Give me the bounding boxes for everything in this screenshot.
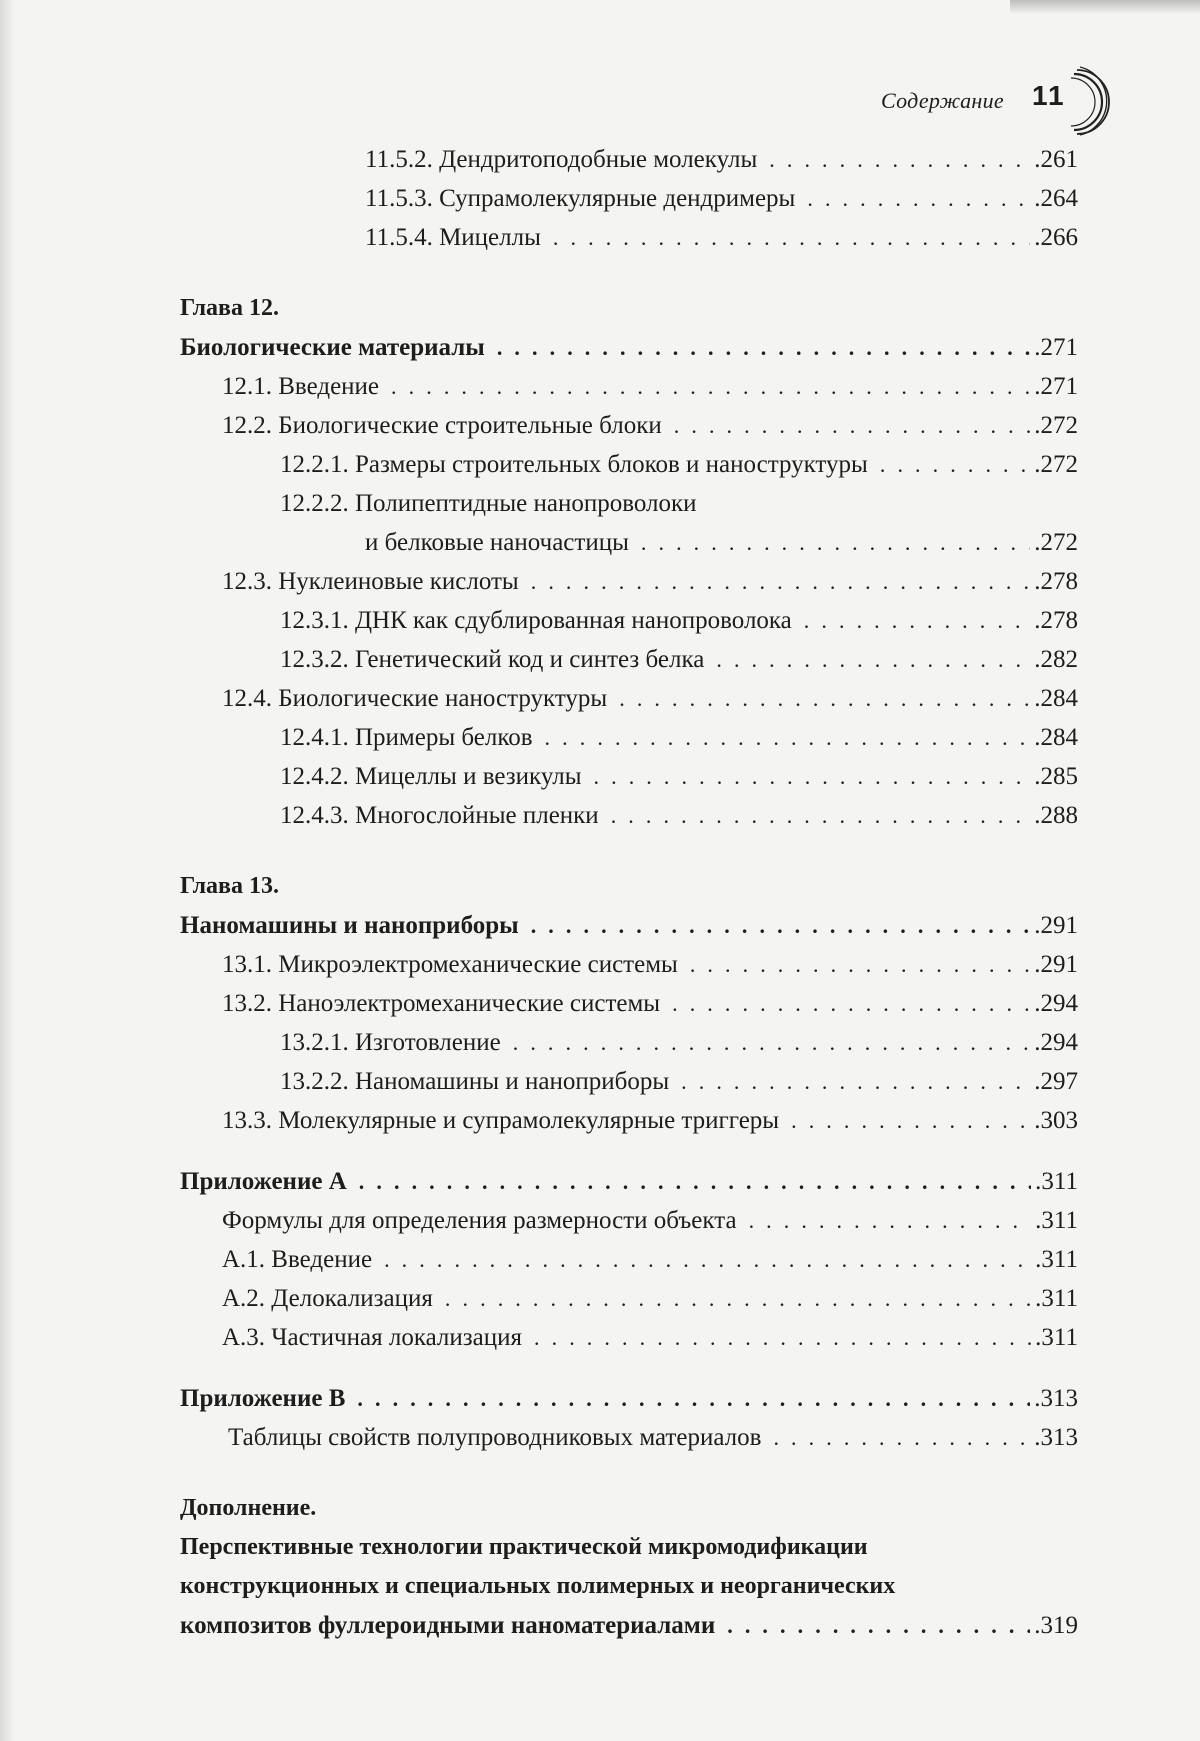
dot-leader xyxy=(534,1318,1031,1357)
dot-leader xyxy=(611,796,1031,835)
toc-entry[interactable] xyxy=(180,367,1078,406)
toc-entry[interactable] xyxy=(180,1418,1078,1457)
toc-entry-page: . 284 xyxy=(1034,718,1078,757)
toc-entry[interactable] xyxy=(180,140,1078,179)
appendix-title-entry[interactable] xyxy=(180,1162,1078,1201)
dot-leader xyxy=(553,218,1030,257)
dot-leader xyxy=(716,640,1030,679)
toc-entry-page: . 319 xyxy=(1034,1606,1078,1645)
toc-entry[interactable] xyxy=(180,218,1078,257)
toc-entry-page: . 264 xyxy=(1034,179,1078,218)
page-number-badge xyxy=(1032,66,1114,136)
arc-ornament-icon xyxy=(1032,66,1114,136)
toc-entry[interactable] xyxy=(180,796,1078,835)
dot-leader xyxy=(807,179,1030,218)
toc-entry-label: 11.5.3. Супрамолекулярные дендримеры xyxy=(365,185,796,212)
toc-entry-page: . 294 xyxy=(1034,984,1078,1023)
toc-entry-label: 12.2. Биологические строительные блоки xyxy=(222,412,662,439)
toc-entry-label: 12.3. Нуклеиновые кислоты xyxy=(222,568,519,595)
dot-leader xyxy=(594,757,1031,796)
toc-entry-label: 12.4. Биологические наноструктуры xyxy=(222,685,608,712)
appendix-title-entry[interactable] xyxy=(180,1379,1078,1418)
toc-entry-label: 12.1. Введение xyxy=(222,373,380,400)
chapter-title-entry[interactable] xyxy=(180,328,1078,367)
dot-leader xyxy=(357,1379,1030,1418)
toc-entry-label: 12.3.1. ДНК как сдублированная нанопроволока xyxy=(280,607,792,634)
toc-entry[interactable] xyxy=(180,1201,1078,1240)
toc-entry-page: . 282 xyxy=(1034,640,1078,679)
toc-entry-label: 12.4.1. Примеры белков xyxy=(280,724,533,751)
toc-entry-page: . 284 xyxy=(1034,679,1078,718)
toc-entry-page: . 313 xyxy=(1034,1418,1078,1457)
toc-entry-page: . 261 xyxy=(1034,140,1078,179)
toc-entry-page: . 271 xyxy=(1034,367,1078,406)
dot-leader xyxy=(359,1162,1031,1201)
toc-entry-page: . 311 xyxy=(1035,1162,1078,1201)
toc-entry-page: . 303 xyxy=(1034,1101,1078,1140)
toc-entry-label: А.3. Частичная локализация xyxy=(222,1324,522,1351)
toc-entry-label: 11.5.2. Дендритоподобные молекулы xyxy=(365,146,758,173)
dot-leader xyxy=(791,1101,1030,1140)
toc-entry-page: . 278 xyxy=(1034,562,1078,601)
toc-entry[interactable] xyxy=(180,1062,1078,1101)
toc-entry[interactable] xyxy=(180,984,1078,1023)
toc-entry-label: А.2. Делокализация xyxy=(222,1285,433,1312)
toc-entry-page: . 291 xyxy=(1034,945,1078,984)
dot-leader xyxy=(641,523,1030,562)
toc-entry-page: . 288 xyxy=(1034,796,1078,835)
toc-entry-label: Формулы для определения размерности объекта xyxy=(222,1207,737,1234)
toc-entry-page: . 297 xyxy=(1034,1062,1078,1101)
dot-leader xyxy=(513,1023,1031,1062)
toc-entry-page: . 285 xyxy=(1034,757,1078,796)
toc-entry[interactable] xyxy=(180,679,1078,718)
toc-entry[interactable] xyxy=(180,1318,1078,1357)
dot-leader xyxy=(619,679,1030,718)
toc-entry-label: 13.1. Микроэлектромеханические системы xyxy=(222,951,678,978)
toc-entry-label: 13.3. Молекулярные и супрамолекулярные триггеры xyxy=(222,1107,780,1134)
toc-entry-page: . 272 xyxy=(1034,523,1078,562)
toc-entry-label: Таблицы свойств полупроводниковых материалов xyxy=(228,1424,762,1451)
toc-entry-page: . 311 xyxy=(1035,1240,1078,1279)
addendum-title-line: конструкционных и специальных полимерных и неорганических xyxy=(180,1573,896,1599)
toc-entry-page: . 311 xyxy=(1035,1318,1078,1357)
running-title: Содержание xyxy=(880,88,1004,113)
dot-leader xyxy=(749,1201,1032,1240)
toc-entry-label: А.1. Введение xyxy=(222,1246,373,1273)
toc-entry-label-line[interactable]: 12.2.2. Полипептидные нанопроволоки xyxy=(280,490,697,517)
dot-leader xyxy=(391,367,1030,406)
toc-entry-label: 13.2. Наноэлектромеханические системы xyxy=(222,990,661,1017)
chapter-title: Наномашины и наноприборы xyxy=(180,912,519,939)
dot-leader xyxy=(672,984,1030,1023)
page-edge-shadow xyxy=(0,0,14,1741)
dot-leader xyxy=(497,328,1030,367)
toc-entry[interactable] xyxy=(180,601,1078,640)
toc-entry-page: . 266 xyxy=(1034,218,1078,257)
toc-entry-label: 11.5.4. Мицеллы xyxy=(365,224,541,251)
toc-entry-label: и белковые наночастицы xyxy=(365,529,629,556)
toc-entry-label: 12.2.1. Размеры строительных блоков и наноструктуры xyxy=(280,451,868,478)
chapter-heading: Глава 13. xyxy=(180,873,279,899)
toc-entry[interactable] xyxy=(180,523,1078,562)
table-of-contents xyxy=(180,140,1078,1645)
toc-entry[interactable] xyxy=(180,1101,1078,1140)
chapter-title-entry[interactable] xyxy=(180,906,1078,945)
toc-entry[interactable] xyxy=(180,562,1078,601)
chapter-heading: Глава 12. xyxy=(180,295,279,321)
addendum-title-entry[interactable] xyxy=(180,1606,1078,1645)
toc-entry[interactable] xyxy=(180,1279,1078,1318)
dot-leader xyxy=(545,718,1031,757)
toc-entry[interactable] xyxy=(180,179,1078,218)
toc-entry[interactable] xyxy=(180,445,1078,484)
toc-entry-page: . 313 xyxy=(1034,1379,1078,1418)
toc-entry[interactable] xyxy=(180,406,1078,445)
addendum-title-line: композитов фуллероидными наноматериалами xyxy=(180,1612,716,1639)
dot-leader xyxy=(727,1606,1030,1645)
dot-leader xyxy=(674,406,1031,445)
dot-leader xyxy=(384,1240,1031,1279)
dot-leader xyxy=(804,601,1030,640)
dot-leader xyxy=(681,1062,1030,1101)
toc-entry-page: . 311 xyxy=(1035,1279,1078,1318)
page-top-shadow xyxy=(1010,0,1200,14)
chapter-title: Биологические материалы xyxy=(180,334,485,361)
toc-entry-label: 12.4.3. Многослойные пленки xyxy=(280,802,599,829)
toc-entry-page: . 311 xyxy=(1035,1201,1078,1240)
toc-entry-label: 12.3.2. Генетический код и синтез белка xyxy=(280,646,705,673)
running-header xyxy=(881,66,1114,136)
toc-entry[interactable] xyxy=(180,1240,1078,1279)
appendix-title: Приложение А xyxy=(180,1168,347,1195)
toc-entry-page: . 271 xyxy=(1034,328,1078,367)
toc-entry-label: 12.4.2. Мицеллы и везикулы xyxy=(280,763,582,790)
appendix-title: Приложение В xyxy=(180,1385,346,1412)
dot-leader xyxy=(690,945,1030,984)
addendum-heading: Дополнение. xyxy=(180,1495,317,1521)
toc-entry-page: . 294 xyxy=(1034,1023,1078,1062)
dot-leader xyxy=(445,1279,1031,1318)
dot-leader xyxy=(531,562,1031,601)
dot-leader xyxy=(531,906,1031,945)
addendum-title-line: Перспективные технологии практической микромодификации xyxy=(180,1534,868,1560)
toc-entry-page: . 272 xyxy=(1034,406,1078,445)
dot-leader xyxy=(880,445,1030,484)
dot-leader xyxy=(773,1418,1030,1457)
toc-entry-page: . 272 xyxy=(1034,445,1078,484)
toc-entry-page: . 291 xyxy=(1034,906,1078,945)
toc-entry[interactable] xyxy=(180,1023,1078,1062)
toc-entry-label: 13.2.2. Наномашины и наноприборы xyxy=(280,1068,670,1095)
toc-entry[interactable] xyxy=(180,718,1078,757)
toc-entry-label: 13.2.1. Изготовление xyxy=(280,1029,501,1056)
page-number: 11 xyxy=(1032,80,1066,111)
dot-leader xyxy=(769,140,1030,179)
toc-entry[interactable] xyxy=(180,640,1078,679)
toc-entry[interactable] xyxy=(180,757,1078,796)
toc-entry-page: . 278 xyxy=(1034,601,1078,640)
toc-entry[interactable] xyxy=(180,945,1078,984)
